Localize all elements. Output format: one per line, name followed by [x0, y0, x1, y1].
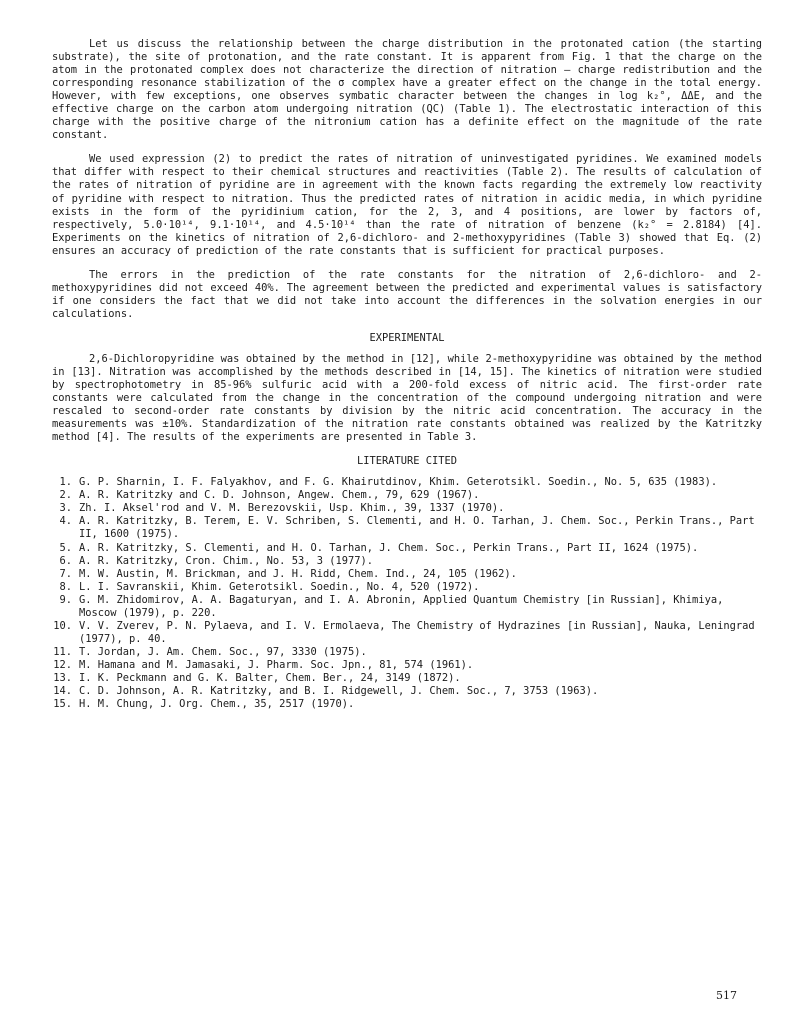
reference-number: 2.: [59, 489, 72, 502]
reference-number: 10.: [53, 619, 72, 632]
reference-text: M. W. Austin, M. Brickman, and J. H. Ridd, Chem. Ind., 24, 105 (1962).: [79, 567, 517, 580]
reference-item: [52, 542, 762, 555]
reference-number: 5.: [59, 541, 72, 554]
body-paragraph: We used expression (2) to predict the rates of nitration of uninvestigated pyridines. We examined models that differ with respect to their chemical structures and reactivities (Table 2). The results of calculation of the rates of nitration of pyridine are in agreement with the known facts regarding the extremely low reactivity of pyridine with respect to nitration. Thus the predicted rates of nitration in acidic media, in which pyridine exists in the form of the pyridinium cation, for the 2, 3, and 4 positions, are lower by factors of, respectively, 5.0·10¹⁴, 9.1·10¹⁴, and 4.5·10¹⁴ than the rate of nitration of benzene (k₂° = 2.8184) [4]. Experiments on the kinetics of nitration of 2,6-dichloro- and 2-methoxypyridines (Table 3) showed that Eq. (2) ensures an accuracy of prediction of the rate constants that is sufficient for practical purposes.: [52, 153, 762, 257]
reference-number: 14.: [53, 685, 72, 698]
reference-text: G. M. Zhidomirov, A. A. Bagaturyan, and I. A. Abronin, Applied Quantum Chemistry [in Russian], Khimiya, Moscow (1979), p. 220.: [79, 593, 724, 619]
experimental-paragraph: 2,6-Dichloropyridine was obtained by the method in [12], while 2-methoxypyridine was obtained by the method in [13]. Nitration was accomplished by the methods described in [14, 15]. The kinetics of nitration were studied by spectrophotometry in 85-96% sulfuric acid with a 200-fold excess of nitric acid. The first-order rate constants were calculated from the change in the concentration of the compound undergoing nitration and were rescaled to second-order rate constants by division by the nitric acid concentration. The accuracy in the measurements was ±10%. Standardization of the nitration rate constants obtained was realized by the Katritzky method [4]. The results of the experiments are presented in Table 3.: [52, 352, 762, 444]
reference-item: [52, 568, 762, 581]
body-paragraph: The errors in the prediction of the rate constants for the nitration of 2,6-dichloro- and 2-methoxypyridines did not exceed 40%. The agreement between the predicted and experimental values is satisfactory if one considers the fact that we did not take into account the differences in the solvation energies in our calculations.: [52, 268, 762, 320]
reference-number: 6.: [59, 554, 72, 567]
reference-text: G. P. Sharnin, I. F. Falyakhov, and F. G. Khairutdinov, Khim. Geterotsikl. Soedin., No. 5, 635 (1983).: [79, 476, 718, 489]
reference-item: [52, 489, 762, 502]
reference-number: 1.: [59, 476, 72, 489]
reference-list: [52, 476, 762, 711]
reference-item: [52, 555, 762, 568]
literature-heading: LITERATURE CITED: [356, 455, 458, 468]
reference-item: [52, 685, 762, 698]
reference-item: [52, 698, 762, 711]
reference-text: I. K. Peckmann and G. K. Balter, Chem. Ber., 24, 3149 (1872).: [79, 671, 461, 684]
reference-text: A. R. Katritzky and C. D. Johnson, Angew. Chem., 79, 629 (1967).: [79, 489, 480, 502]
reference-number: 13.: [53, 671, 72, 684]
reference-text: A. R. Katritzky, S. Clementi, and H. O. Tarhan, J. Chem. Soc., Perkin Trans., Part II, 1624 (1975).: [79, 541, 699, 554]
reference-number: 12.: [53, 658, 72, 671]
reference-text: A. R. Katritzky, Cron. Chim., No. 53, 3 (1977).: [79, 554, 374, 567]
reference-item: [52, 594, 762, 620]
reference-number: 3.: [59, 502, 72, 515]
reference-item: [52, 476, 762, 489]
reference-text: M. Hamana and M. Jamasaki, J. Pharm. Soc. Jpn., 81, 574 (1961).: [79, 658, 474, 671]
reference-item: [52, 646, 762, 659]
reference-item: [52, 581, 762, 594]
reference-text: T. Jordan, J. Am. Chem. Soc., 97, 3330 (1975).: [79, 645, 367, 658]
reference-number: 11.: [53, 645, 72, 658]
reference-number: 15.: [53, 698, 72, 711]
reference-item: [52, 515, 762, 541]
reference-text: L. I. Savranskii, Khim. Geterotsikl. Soedin., No. 4, 520 (1972).: [79, 580, 480, 593]
reference-item: [52, 672, 762, 685]
reference-text: C. D. Johnson, A. R. Katritzky, and B. I. Ridgewell, J. Chem. Soc., 7, 3753 (1963).: [79, 685, 599, 698]
reference-number: 7.: [59, 567, 72, 580]
reference-text: V. V. Zverev, P. N. Pylaeva, and I. V. Ermolaeva, The Chemistry of Hydrazines [in Russian], Nauka, Leningrad (1977), p. 40.: [79, 619, 755, 645]
reference-item: [52, 620, 762, 646]
reference-number: 8.: [59, 580, 72, 593]
reference-text: A. R. Katritzky, B. Terem, E. V. Schriben, S. Clementi, and H. O. Tarhan, J. Chem. Soc., Perkin Trans., Part II, 1600 (1975).: [79, 515, 755, 541]
reference-number: 9.: [59, 593, 72, 606]
article-body: [52, 38, 762, 711]
reference-item: [52, 659, 762, 672]
experimental-heading: EXPERIMENTAL: [369, 331, 445, 344]
reference-item: [52, 502, 762, 515]
reference-text: H. M. Chung, J. Org. Chem., 35, 2517 (1970).: [79, 698, 355, 711]
reference-text: Zh. I. Aksel'rod and V. M. Berezovskii, Usp. Khim., 39, 1337 (1970).: [79, 502, 505, 515]
reference-number: 4.: [59, 515, 72, 528]
body-paragraph: Let us discuss the relationship between the charge distribution in the protonated cation (the starting substrate), the site of protonation, and the rate constant. It is apparent from Fig. 1 that the charge on the atom in the protonated complex does not characterize the direction of nitration — charge redistribution and the corresponding resonance stabilization of the σ complex have a greater effect on the change in the total energy. However, with few exceptions, one observes symbatic character between the changes in log k₂°, ΔΔE, and the effective charge on the carbon atom undergoing nitration (QC) (Table 1). The electrostatic interaction of this charge with the positive charge of the nitronium cation has a definite effect on the magnitude of the rate constant.: [52, 38, 762, 142]
page-number: 517: [716, 989, 737, 1002]
